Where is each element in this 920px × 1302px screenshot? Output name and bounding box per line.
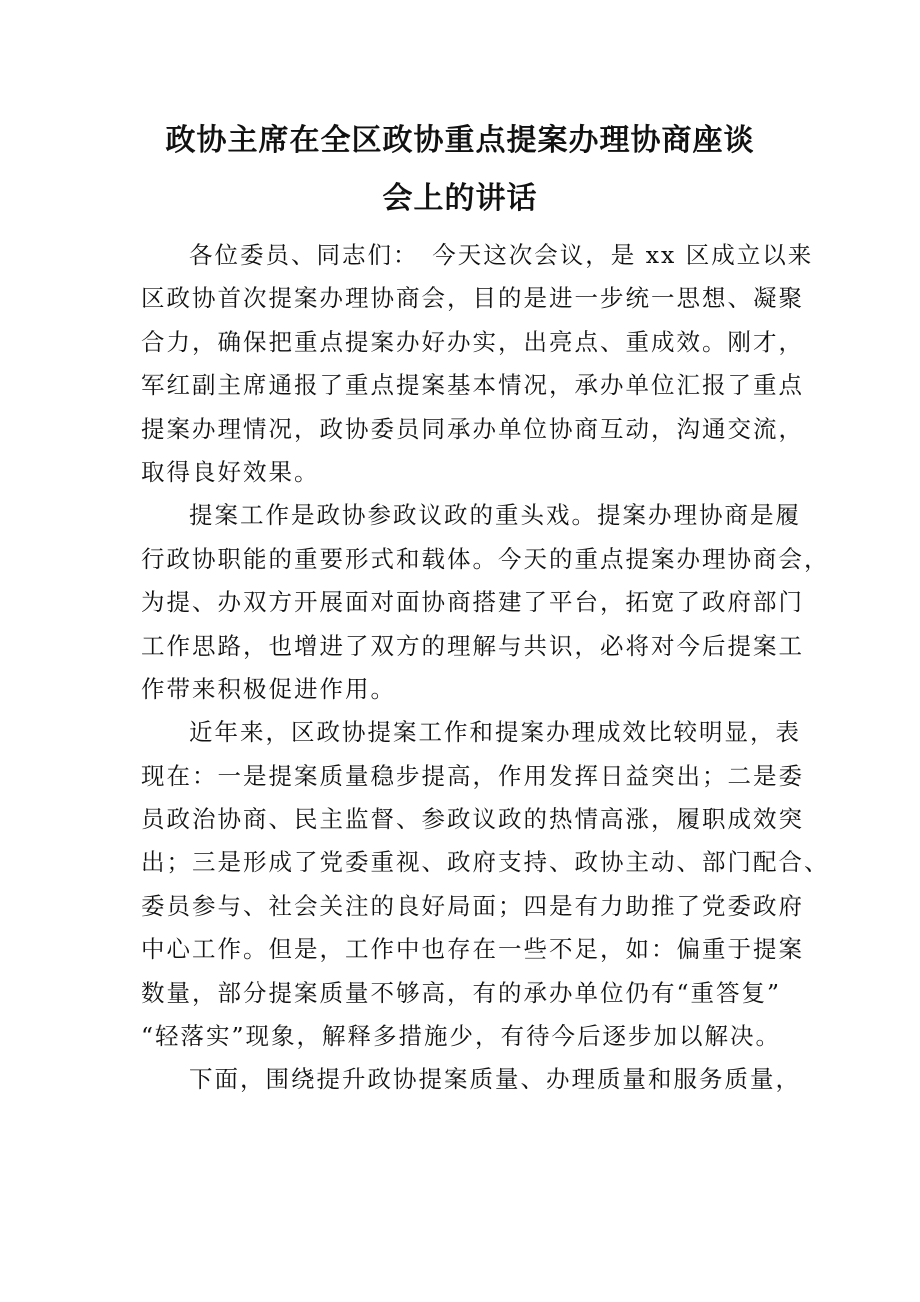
- document-title: [120, 112, 800, 228]
- text-line: 近年来，区政协提案工作和提案办理成效比较明显，表: [189, 718, 801, 747]
- text-line: 提案工作是政协参政议政的重头戏。提案办理协商是履: [189, 501, 801, 530]
- text-line: 委员参与、社会关注的良好局面；四是有力助推了党委政府: [141, 891, 804, 920]
- text-line: 下面，围绕提升政协提案质量、办理质量和服务质量，: [189, 1065, 801, 1094]
- text-line: 各位委员、同志们： 今天这次会议，是 xx 区成立以来: [189, 241, 814, 269]
- text-line: 作带来积极促进作用。: [141, 674, 396, 703]
- text-line: 数量，部分提案质量不够高，有的承办单位仍有“重答复”: [141, 978, 782, 1007]
- text-line: 工作思路，也增进了双方的理解与共识，必将对今后提案工: [141, 631, 804, 660]
- text-line: 提案办理情况，政协委员同承办单位协商互动，沟通交流，: [141, 414, 804, 443]
- text-line: 现在：一是提案质量稳步提高，作用发挥日益突出；二是委: [141, 761, 804, 790]
- text-line: 区政协首次提案办理协商会，目的是进一步统一思想、凝聚: [141, 284, 804, 313]
- paragraph-2: [141, 494, 830, 711]
- text-line: 军红副主席通报了重点提案基本情况，承办单位汇报了重点: [141, 371, 804, 400]
- text-line: 合力，确保把重点提案办好办实，出亮点、重成效。刚才，: [141, 327, 804, 356]
- text-line: 出；三是形成了党委重视、政府支持、政协主动、部门配合、: [141, 848, 830, 877]
- text-line: 中心工作。但是，工作中也存在一些不足，如：偏重于提案: [141, 935, 804, 964]
- text-line: “轻落实”现象，解释多措施少，有待今后逐步加以解决。: [141, 1022, 782, 1051]
- title-line-1: 政协主席在全区政协重点提案办理协商座谈: [165, 123, 755, 158]
- text-line: 员政治协商、民主监督、参政议政的热情高涨，履职成效突: [141, 805, 804, 834]
- document-body: [141, 234, 830, 1102]
- text-line: 取得良好效果。: [141, 457, 320, 486]
- text-line: 为提、办双方开展面对面协商搭建了平台，拓宽了政府部门: [141, 588, 804, 617]
- paragraph-3: [141, 711, 830, 1058]
- paragraph-1: [141, 234, 814, 494]
- title-line-2: 会上的讲话: [382, 181, 538, 216]
- paragraph-4: [141, 1058, 801, 1101]
- text-line: 行政协职能的重要形式和载体。今天的重点提案办理协商会，: [141, 544, 830, 573]
